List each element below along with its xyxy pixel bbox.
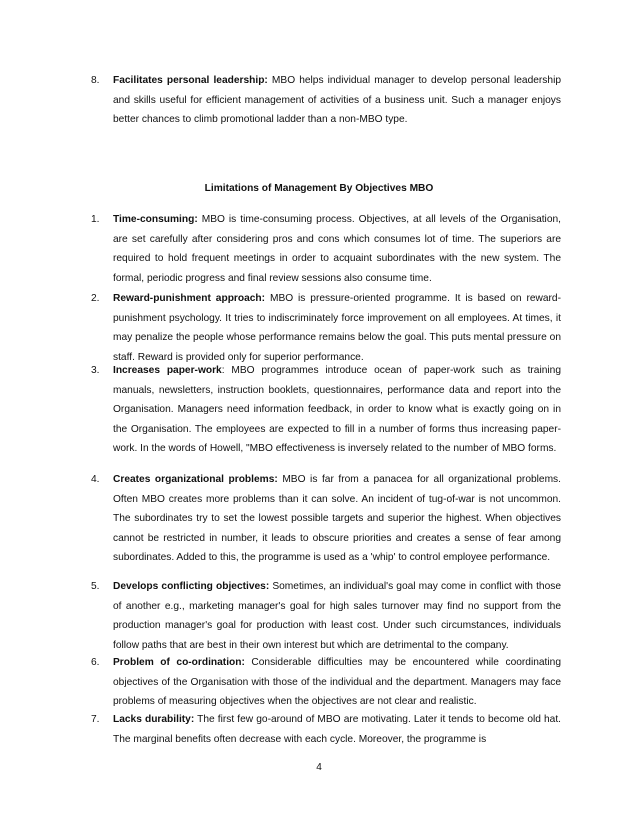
list-item [91,361,561,459]
item-heading: Time-consuming: [113,214,198,225]
item-heading: Facilitates personal leadership: [113,75,268,86]
item-text [113,210,561,288]
item-text [113,577,561,655]
item-heading: Lacks durability: [113,714,195,725]
item-heading: Develops conflicting objectives: [113,581,270,592]
item-number: 8. [91,75,100,86]
item-text [113,470,561,568]
item-body: Sometimes, an individual's goal may come in conflict with those of another e.g., marketing manager's goal for high sales turnover may find no support from the production manager's goal for production with least cost. Under such circumstances, individuals follow paths that are best in their own interest but which are detrimental to the company. [113,581,561,651]
item-text [113,653,561,712]
item-body: The first few go-around of MBO are motivating. Later it tends to become old hat. The marginal benefits often decrease with each cycle. Moreover, the programme is [113,714,562,745]
item-heading: Problem of co-ordination: [113,657,245,668]
item-body: : MBO programmes introduce ocean of paper-work such as training manuals, newsletters, instruction booklets, questionnaires, performance data and report into the Organisation. Managers need information feedback, in order to know what is exactly going on in the Organisation. The employees are expected to fill in a number of forms thus increasing paper-work. In the words of Howell, "MBO effectiveness is inversely related to the number of MBO forms. [113,365,561,455]
item-number: 5. [91,581,100,592]
item-text [113,361,561,459]
item-text [113,710,561,749]
page-number: 4 [316,762,322,773]
item-number: 6. [91,657,100,668]
item-text [113,289,561,367]
list-item [91,577,561,655]
item-text [113,71,561,130]
item-number: 4. [91,474,100,485]
list-item-top [91,71,561,130]
item-heading: Increases paper-work [113,365,222,376]
list-item [91,653,561,712]
item-number: 7. [91,714,100,725]
list-item [91,289,561,367]
item-heading: Creates organizational problems: [113,474,278,485]
list-item [91,470,561,568]
section-title: Limitations of Management By Objectives MBO [204,183,434,194]
list-item [91,710,561,749]
item-body: MBO is pressure-oriented programme. It is based on reward-punishment psychology. It tries to indiscriminately force improvement on all employees. At times, it may penalize the people whose performance remains below the goal. This puts mental pressure on staff. Reward is provided only for superior performance. [113,293,561,363]
list-item [91,210,561,288]
item-body: MBO is far from a panacea for all organizational problems. Often MBO creates more problems than it can solve. An incident of tug-of-war is not uncommon. The subordinates try to set the lowest possible targets and superior the highest. When objectives cannot be restricted in number, it leads to obscure priorities and creates a sense of fear among subordinates. Added to this, the programme is used as a 'whip' to control employee performance. [113,474,561,564]
item-number: 2. [91,293,100,304]
item-heading: Reward-punishment approach: [113,293,266,304]
item-number: 1. [91,214,100,225]
item-body: MBO is time-consuming process. Objectives, at all levels of the Organisation, are set carefully after considering pros and cons which consumes lot of time. The superiors are required to hold frequent meetings in order to acquaint subordinates with the new system. The formal, periodic progress and final review sessions also consume time. [113,214,561,284]
item-number: 3. [91,365,100,376]
item-body: MBO helps individual manager to develop personal leadership and skills useful for efficient management of activities of a business unit. Such a manager enjoys better chances to climb promotional ladder than a non-MBO type. [113,75,561,126]
item-body: Considerable difficulties may be encountered while coordinating objectives of the Organisation with those of the individual and the department. Managers may face problems of measuring objectives when the objectives are not clear and realistic. [113,657,561,708]
